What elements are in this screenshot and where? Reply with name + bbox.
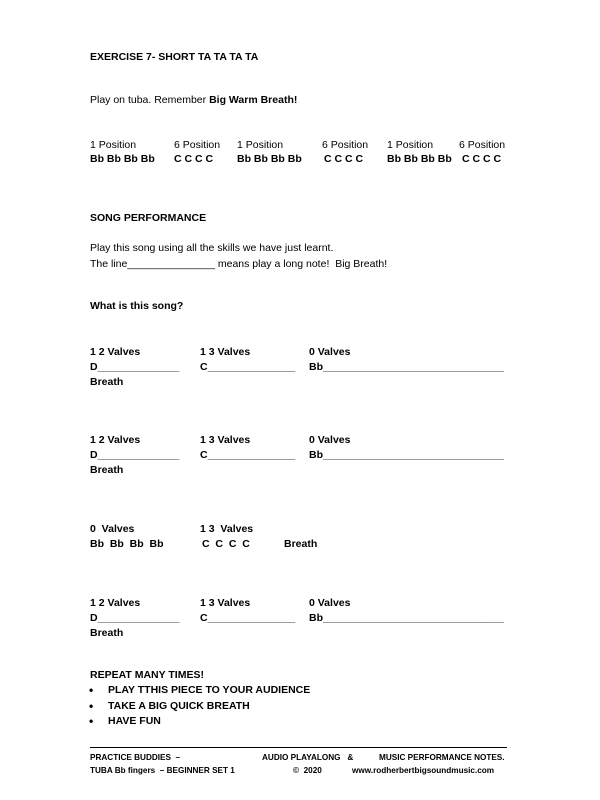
position-notes: Bb Bb Bb Bb	[237, 153, 302, 165]
breath-label: Breath	[90, 376, 124, 388]
note-blank: C_______________	[200, 612, 296, 624]
song-heading: SONG PERFORMANCE	[90, 212, 207, 224]
note-blank: Bb_______________________________	[309, 449, 505, 461]
note-sequence: Bb Bb Bb Bb	[90, 538, 164, 550]
position-notes: C C C C	[174, 153, 214, 165]
song-instruction-2: The line_______________ means play a long note! Big Breath!	[90, 258, 388, 270]
position-label: 6 Position	[459, 139, 506, 151]
position-notes: C C C C	[462, 153, 502, 165]
list-item: • PLAY TTHIS PIECE TO YOUR AUDIENCE	[108, 684, 310, 700]
instruction-emphasis: Big Warm Breath!	[209, 94, 298, 106]
valve-label: 1 3 Valves	[200, 434, 251, 446]
exercise-instruction	[90, 94, 297, 107]
note-blank: C_______________	[200, 361, 296, 373]
footer-copyright: © 2020	[293, 766, 322, 775]
breath-label: Breath	[90, 627, 124, 639]
note-blank: Bb_______________________________	[309, 361, 505, 373]
footer-brand: PRACTICE BUDDIES –	[90, 753, 181, 762]
note-sequence: C C C C	[202, 538, 250, 550]
footer-divider	[90, 747, 507, 748]
song-question: What is this song?	[90, 300, 184, 312]
footer-set: TUBA Bb fingers – BEGINNER SET 1	[90, 766, 235, 775]
breath-label: Breath	[284, 538, 318, 550]
valve-label: 0 Valves	[309, 346, 351, 358]
song-instruction-1: Play this song using all the skills we have just learnt.	[90, 242, 334, 254]
valve-label: 1 2 Valves	[90, 597, 141, 609]
valve-label: 0 Valves	[309, 434, 351, 446]
position-notes: Bb Bb Bb Bb	[90, 153, 155, 165]
position-notes: C C C C	[324, 153, 364, 165]
footer-website: www.rodherbertbigsoundmusic.com	[352, 766, 495, 775]
valve-label: 0 Valves	[309, 597, 351, 609]
footer-audio: AUDIO PLAYALONG &	[262, 753, 354, 762]
position-label: 1 Position	[90, 139, 137, 151]
note-blank: D______________	[90, 361, 180, 373]
valve-label: 1 3 Valves	[200, 523, 254, 535]
valve-label: 1 2 Valves	[90, 346, 141, 358]
instruction-text: Play on tuba. Remember	[90, 94, 210, 106]
position-label: 1 Position	[387, 139, 434, 151]
valve-label: 1 3 Valves	[200, 346, 251, 358]
footer-notes: MUSIC PERFORMANCE NOTES.	[379, 753, 505, 762]
valve-label: 0 Valves	[90, 523, 135, 535]
position-label: 6 Position	[322, 139, 369, 151]
position-label: 1 Position	[237, 139, 284, 151]
list-item: • HAVE FUN	[108, 715, 310, 731]
valve-label: 1 3 Valves	[200, 597, 251, 609]
note-blank: D______________	[90, 449, 180, 461]
note-blank: Bb_______________________________	[309, 612, 505, 624]
note-blank: C_______________	[200, 449, 296, 461]
valve-label: 1 2 Valves	[90, 434, 141, 446]
note-blank: D______________	[90, 612, 180, 624]
position-notes: Bb Bb Bb Bb	[387, 153, 452, 165]
exercise-title: EXERCISE 7- SHORT TA TA TA TA	[90, 51, 259, 63]
breath-label: Breath	[90, 464, 124, 476]
list-item: • TAKE A BIG QUICK BREATH	[108, 700, 310, 716]
repeat-list	[108, 684, 310, 731]
position-label: 6 Position	[174, 139, 221, 151]
repeat-heading: REPEAT MANY TIMES!	[90, 669, 204, 681]
